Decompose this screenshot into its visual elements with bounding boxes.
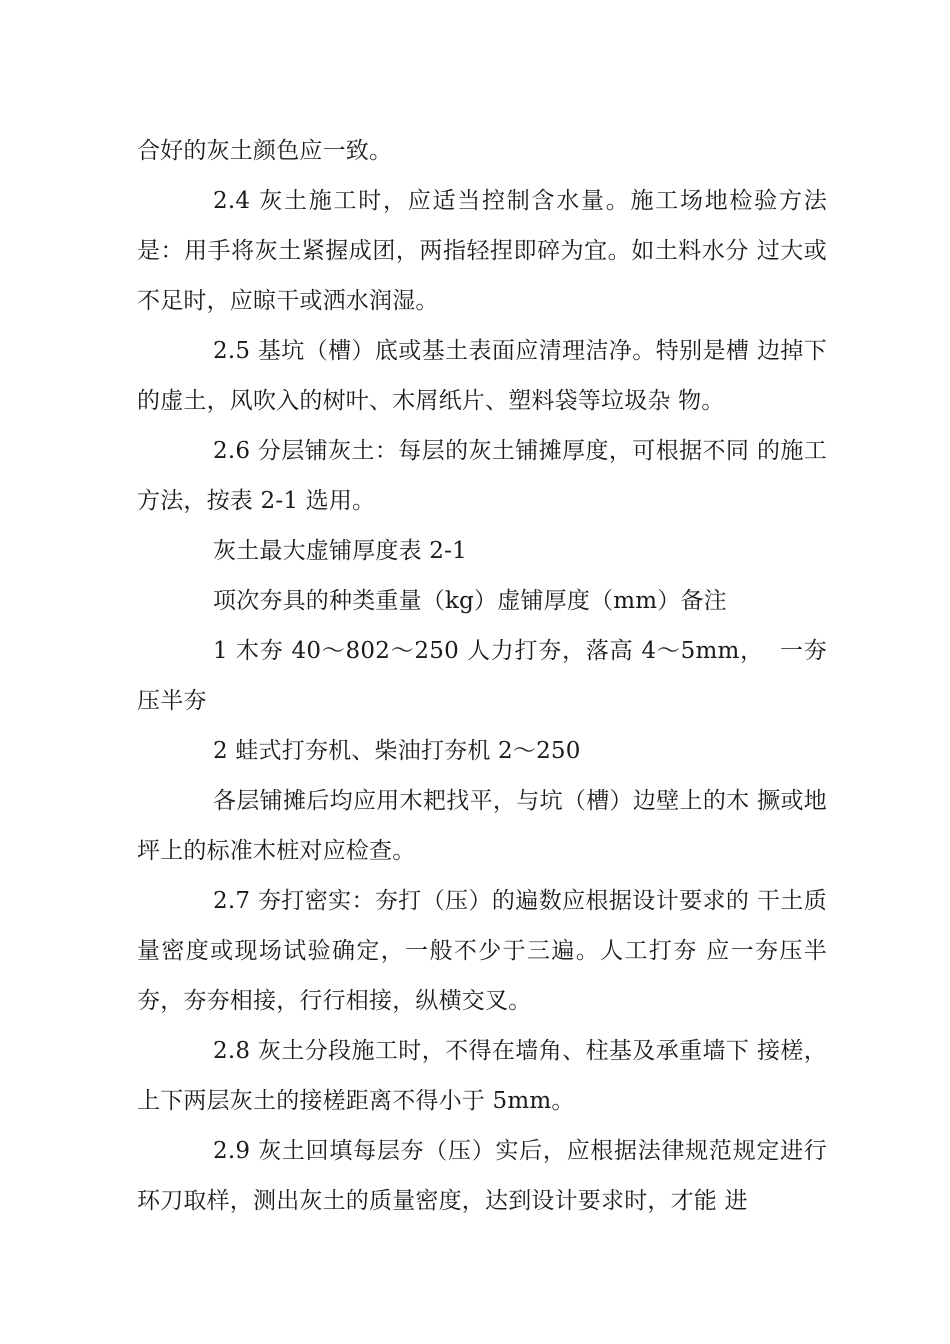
table-row-1: 1 木夯 40〜802〜250 人力打夯，落高 4〜5mm， 一夯压半夯 [137, 638, 827, 714]
paragraph-11: 2.8 灰土分段施工时，不得在墙角、柱基及承重墙下 接槎，上下两层灰土的接槎距离不得小于 5mm。 [137, 1038, 827, 1114]
table-row-2: 2 蛙式打夯机、柴油打夯机 2〜250 [213, 738, 581, 764]
paragraph-3: 2.5 基坑（槽）底或基土表面应清理洁净。特别是槽 边掉下的虚土，风吹入的树叶、木屑纸片、塑料袋等垃圾杂 物。 [137, 338, 827, 414]
table-caption: 灰土最大虚铺厚度表 2-1 [213, 538, 467, 564]
paragraph-9: 各层铺摊后均应用木耙找平，与坑（槽）边壁上的木 撅或地坪上的标准木桩对应检查。 [137, 788, 827, 864]
paragraph-4: 2.6 分层铺灰土：每层的灰土铺摊厚度，可根据不同 的施工方法，按表 2-1 选用。 [137, 438, 827, 514]
paragraph-2: 2.4 灰土施工时，应适当控制含水量。施工场地检验方法是：用手将灰土紧握成团，两指轻捏即碎为宜。如土料水分 过大或不足时，应晾干或洒水润湿。 [137, 188, 827, 314]
document-body [137, 126, 827, 1226]
paragraph-12: 2.9 灰土回填每层夯（压）实后，应根据法律规范规定进行环刀取样，测出灰土的质量密度，达到设计要求时，才能 进 [137, 1138, 827, 1214]
paragraph-10: 2.7 夯打密实：夯打（压）的遍数应根据设计要求的 干土质量密度或现场试验确定，一般不少于三遍。人工打夯 应一夯压半夯，夯夯相接，行行相接，纵横交叉。 [137, 888, 827, 1014]
table-header-row: 项次夯具的种类重量（kg）虚铺厚度（mm）备注 [213, 588, 727, 614]
paragraph-1: 合好的灰土颜色应一致。 [137, 138, 393, 164]
